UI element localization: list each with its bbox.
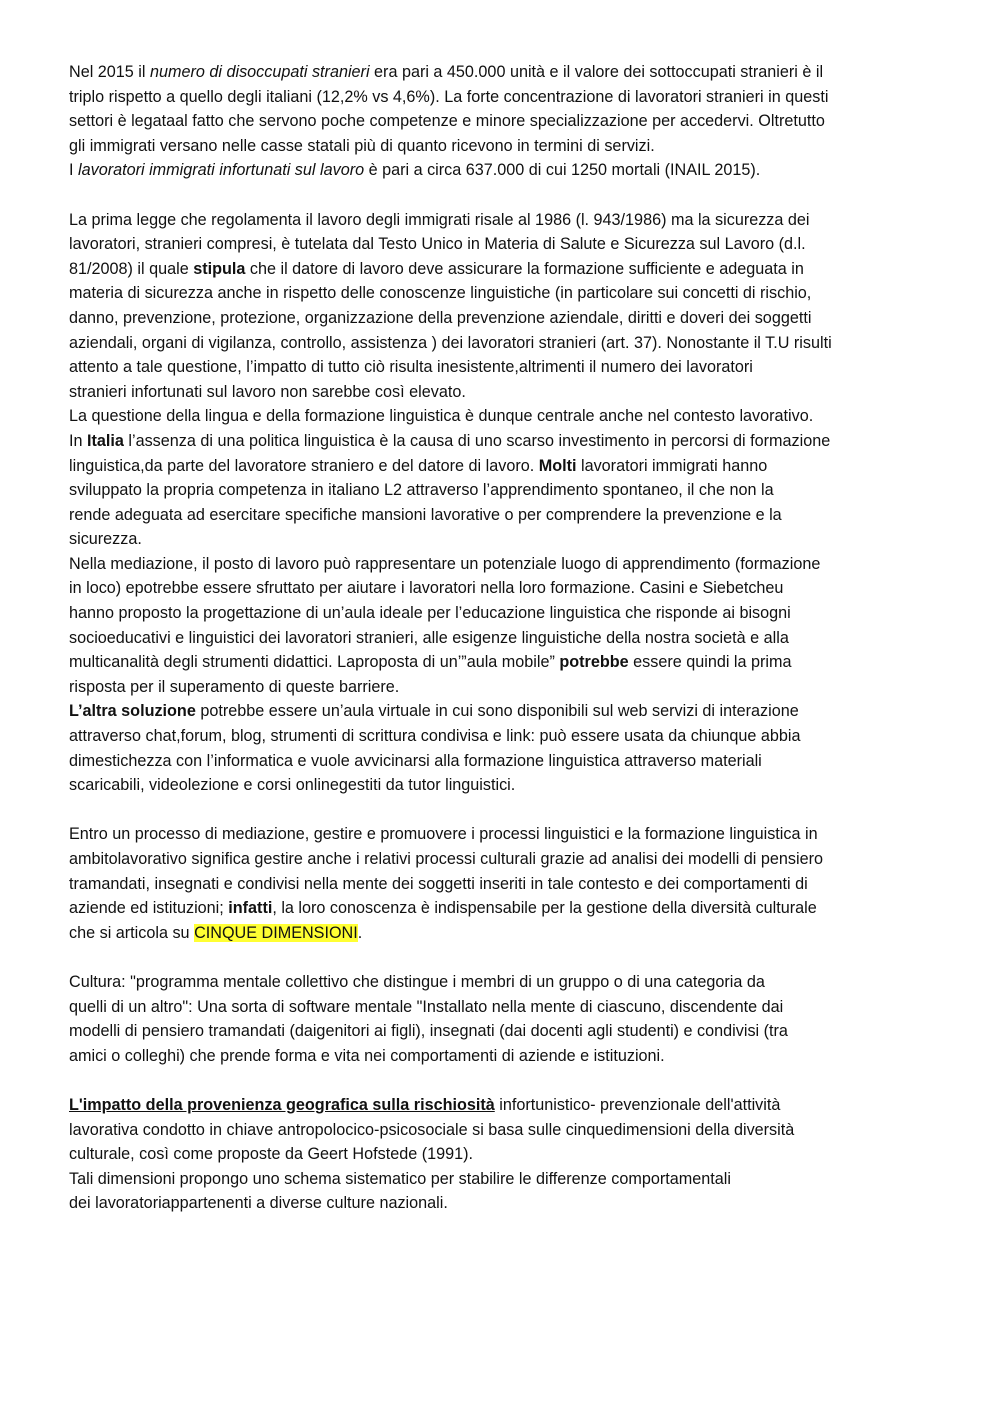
- text-line: Nella mediazione, il posto di lavoro può rappresentare un potenziale luogo di apprendimento (formazione: [69, 554, 821, 573]
- text-line: Cultura: "programma mentale collettivo che distingue i membri di un gruppo o di una categoria da: [69, 972, 765, 991]
- bold-term: stipula: [193, 259, 246, 278]
- text-run: era pari a 450.000 unità e il valore dei sottoccupati stranieri è il: [369, 63, 824, 81]
- paragraph-legislation: [69, 208, 949, 798]
- text-line: [69, 454, 949, 479]
- text-line: dei lavoratoriappartenenti a diverse culture nazionali.: [69, 1194, 448, 1213]
- text-run: .: [357, 923, 363, 942]
- text-line: Entro un processo di mediazione, gestire e promuovere i processi linguistici e la formazione linguistica in: [69, 825, 818, 844]
- text-run: Nel 2015 il: [69, 63, 150, 81]
- text-line: [69, 1093, 949, 1118]
- document-page: [69, 60, 949, 1216]
- text-run: infortunistico- prevenzionale dell'attività: [494, 1095, 781, 1114]
- paragraph-hofstede: [69, 1093, 949, 1216]
- text-line: [69, 921, 949, 946]
- text-line: sviluppato la propria competenza in italiano L2 attraverso l’apprendimento spontaneo, il che non la: [69, 481, 774, 500]
- paragraph-culture-definition: [69, 970, 949, 1068]
- bold-term: infatti: [228, 899, 273, 918]
- text-line: [69, 429, 949, 454]
- text-run: I: [69, 161, 78, 180]
- text-run: essere quindi la prima: [628, 653, 792, 672]
- text-line: [69, 158, 949, 183]
- text-line: Tali dimensioni propongo uno schema sistematico per stabilire le differenze comportamentali: [69, 1169, 731, 1188]
- text-run: 81/2008) il quale: [69, 259, 194, 278]
- text-line: triplo rispetto a quello degli italiani (12,2% vs 4,6%). La forte concentrazione di lavoratori stranieri in questi: [69, 87, 829, 106]
- text-line: socioeducativi e linguistici dei lavoratori stranieri, alle esigenze linguistiche della nostra società e alla: [69, 628, 789, 647]
- paragraph-gap: [69, 1068, 949, 1093]
- text-run: linguistica,da parte del lavoratore straniero e del datore di lavoro.: [69, 456, 539, 475]
- highlighted-term: CINQUE DIMENSIONI: [194, 923, 358, 942]
- italic-term: lavoratori immigrati infortunati sul lavoro: [78, 161, 365, 180]
- text-line: scaricabili, videolezione e corsi onlinegestiti da tutor linguistici.: [69, 776, 516, 795]
- text-line: quelli di un altro": Una sorta di software mentale "Installato nella mente di ciascuno, discendente dai: [69, 997, 784, 1016]
- text-run: aziende ed istituzioni;: [69, 899, 229, 918]
- text-line: in loco) epotrebbe essere sfruttato per aiutare i lavoratori nella loro formazione. Casini e Siebetcheu: [69, 579, 784, 598]
- text-line: tramandati, insegnati e condivisi nella mente dei soggetti inseriti in tale contesto e dei comportamenti di: [69, 874, 808, 893]
- text-line: stranieri infortunati sul lavoro non sarebbe così elevato.: [69, 382, 466, 401]
- text-line: gli immigrati versano nelle casse statali più di quanto ricevono in termini di servizi.: [69, 136, 655, 155]
- text-line: attraverso chat,forum, blog, strumenti di scrittura condivisa e link: può essere usata da chiunque abbia: [69, 727, 801, 746]
- text-line: risposta per il superamento di queste barriere.: [69, 677, 400, 696]
- paragraph-mediation: [69, 822, 949, 945]
- text-run: lavoratori immigrati hanno: [576, 456, 768, 475]
- bold-term: Molti: [538, 456, 577, 475]
- text-line: amici o colleghi) che prende forma e vita nei comportamenti di aziende e istituzioni.: [69, 1046, 665, 1065]
- paragraph-gap: [69, 945, 949, 970]
- text-line: ambitolavorativo significa gestire anche i relativi processi culturali grazie ad analisi dei modelli di pensiero: [69, 850, 823, 868]
- text-line: settori è legataal fatto che servono poche competenze e minore specializzazione per accedervi. Oltretutto: [69, 112, 825, 131]
- text-line: La prima legge che regolamenta il lavoro degli immigrati risale al 1986 (l. 943/1986) ma la sicurezza dei: [69, 210, 810, 229]
- paragraph-gap: [69, 183, 949, 208]
- text-run: che si articola su: [69, 923, 195, 942]
- text-line: danno, prevenzione, protezione, organizzazione della prevenzione aziendale, diritti e doveri dei soggetti: [69, 308, 812, 327]
- text-line: [69, 699, 949, 724]
- text-line: culturale, così come proposte da Geert Hofstede (1991).: [69, 1145, 473, 1164]
- text-run: multicanalità degli strumenti didattici. Laproposta di un’”aula mobile”: [69, 653, 560, 672]
- bold-term: potrebbe: [559, 653, 629, 672]
- text-line: lavoratori, stranieri compresi, è tutelata dal Testo Unico in Materia di Salute e Sicurezza sul Lavoro (d.l.: [69, 235, 806, 254]
- text-run: , la loro conoscenza è indispensabile per la gestione della diversità culturale: [272, 899, 817, 918]
- text-line: modelli di pensiero tramandati (daigenitori ai figli), insegnati (dai docenti agli studenti) e condivisi (tra: [69, 1022, 788, 1041]
- text-line: [69, 896, 949, 921]
- text-run: l’assenza di una politica linguistica è la causa di uno scarso investimento in percorsi di formazione: [123, 431, 831, 450]
- text-line: attento a tale questione, l’impatto di tutto ciò risulta inesistente,altrimenti il numero dei lavoratori: [69, 358, 753, 377]
- text-run: potrebbe essere un’aula virtuale in cui sono disponibili sul web servizi di interazione: [195, 702, 799, 721]
- text-line: rende adeguata ad esercitare specifiche mansioni lavorative o per comprendere la prevenzione e la: [69, 505, 782, 524]
- text-line: [69, 60, 949, 85]
- text-line: La questione della lingua e della formazione linguistica è dunque centrale anche nel contesto lavorativo.: [69, 407, 814, 426]
- paragraph-statistics: [69, 60, 949, 183]
- text-line: hanno proposto la progettazione di un’aula ideale per l’educazione linguistica che risponde ai bisogni: [69, 604, 791, 623]
- text-run: è pari a circa 637.000 di cui 1250 mortali (INAIL 2015).: [364, 161, 761, 180]
- bold-term: L’altra soluzione: [69, 702, 196, 721]
- text-line: sicurezza.: [69, 530, 142, 549]
- text-run: che il datore di lavoro deve assicurare la formazione sufficiente e adeguata in: [245, 259, 804, 278]
- text-run: In: [69, 431, 87, 450]
- text-line: aziendali, organi di vigilanza, controllo, assistenza ) dei lavoratori stranieri (art. 37). Nonostante il T.U risulti: [69, 333, 832, 352]
- bold-term: Italia: [87, 431, 124, 450]
- text-line: [69, 650, 949, 675]
- underlined-heading: L'impatto della provenienza geografica sulla rischiosità: [69, 1095, 495, 1114]
- paragraph-gap: [69, 798, 949, 823]
- italic-term: numero di disoccupati stranieri: [150, 63, 370, 81]
- text-line: materia di sicurezza anche in rispetto delle conoscenze linguistiche (in particolare sui concetti di rischio,: [69, 284, 812, 303]
- text-line: [69, 257, 949, 282]
- text-line: lavorativa condotto in chiave antropolocico-psicosociale si basa sulle cinquedimensioni della diversità: [69, 1120, 795, 1139]
- text-line: dimestichezza con l’informatica e vuole avvicinarsi alla formazione linguistica attraverso materiali: [69, 751, 762, 770]
